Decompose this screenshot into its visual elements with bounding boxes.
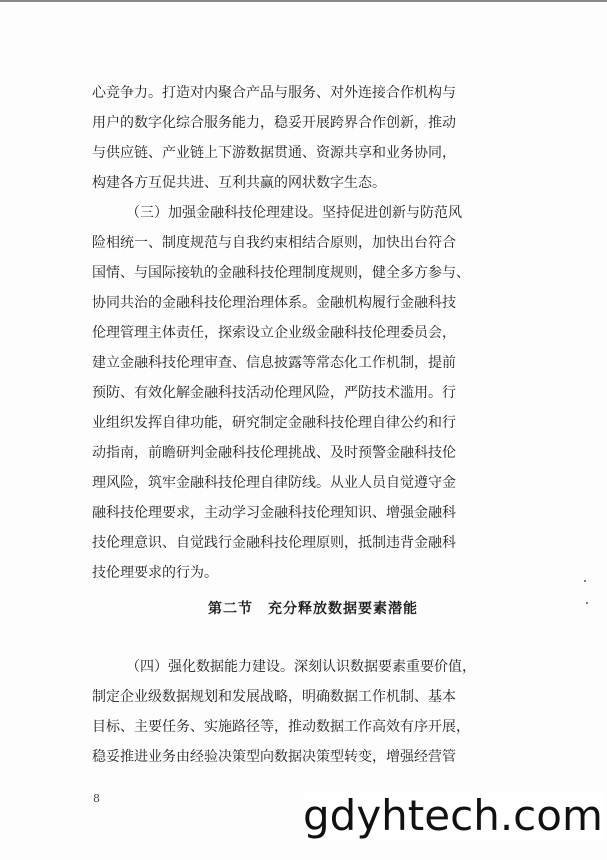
- section-heading: 第二节 充分释放数据要素潜能: [208, 601, 418, 617]
- document-body: [92, 78, 534, 588]
- page-number: 8: [93, 792, 100, 805]
- text-line: 目标、主要任务、实施路径等，推动数据工作高效有序开展，: [92, 719, 470, 735]
- text-line: 用户的数字化综合服务能力，稳妥开展跨界合作创新，推动: [92, 115, 456, 131]
- text-line: 国情、与国际接轨的金融科技伦理制度规则，健全多方参与、: [92, 265, 470, 281]
- scan-speck: [586, 602, 588, 604]
- text-line: 心竞争力。打造对内聚合产品与服务、对外连接合作机构与: [92, 85, 456, 101]
- scan-speck: [584, 580, 586, 582]
- text-line: 制定企业级数据规划和发展战略，明确数据工作机制、基本: [92, 689, 456, 705]
- text-line: 构建各方互促共进、互利共赢的网状数字生态。: [92, 175, 386, 191]
- text-line: 业组织发挥自律功能，研究制定金融科技伦理自律公约和行: [92, 415, 456, 431]
- page-top-edge: [0, 0, 607, 2]
- paragraph-continuation: [92, 78, 534, 198]
- text-line: 稳妥推进业务由经验决策型向数据决策型转变，增强经营管: [92, 749, 456, 765]
- text-line: 技伦理要求的行为。: [92, 565, 218, 581]
- text-line: （三）加强金融科技伦理建设。坚持促进创新与防范风: [126, 205, 462, 221]
- text-line: 动指南，前瞻研判金融科技伦理挑战、及时预警金融科技伦: [92, 445, 456, 461]
- text-line: 技伦理意识、自觉践行金融科技伦理原则，抵制违背金融科: [92, 535, 456, 551]
- text-line: 融科技伦理要求，主动学习金融科技伦理知识、增强金融科: [92, 505, 456, 521]
- text-line: 协同共治的金融科技伦理治理体系。金融机构履行金融科技: [92, 295, 456, 311]
- paragraph-ethics: [92, 198, 534, 588]
- text-line: 理风险，筑牢金融科技伦理自律防线。从业人员自觉遵守金: [92, 475, 456, 491]
- text-line: （四）强化数据能力建设。深刻认识数据要素重要价值，: [126, 659, 476, 675]
- text-line: 预防、有效化解金融科技活动伦理风险，严防技术滥用。行: [92, 385, 456, 401]
- text-line: 建立金融科技伦理审查、信息披露等常态化工作机制，提前: [92, 355, 456, 371]
- text-line: 与供应链、产业链上下游数据贯通、资源共享和业务协同，: [92, 145, 456, 161]
- text-line: 伦理管理主体责任，探索设立企业级金融科技伦理委员会，: [92, 325, 456, 341]
- text-line: 险相统一、制度规范与自我约束相结合原则，加快出台符合: [92, 235, 456, 251]
- watermark-text: gdyhtech.com: [303, 791, 603, 840]
- paragraph-data-capability: [92, 652, 534, 772]
